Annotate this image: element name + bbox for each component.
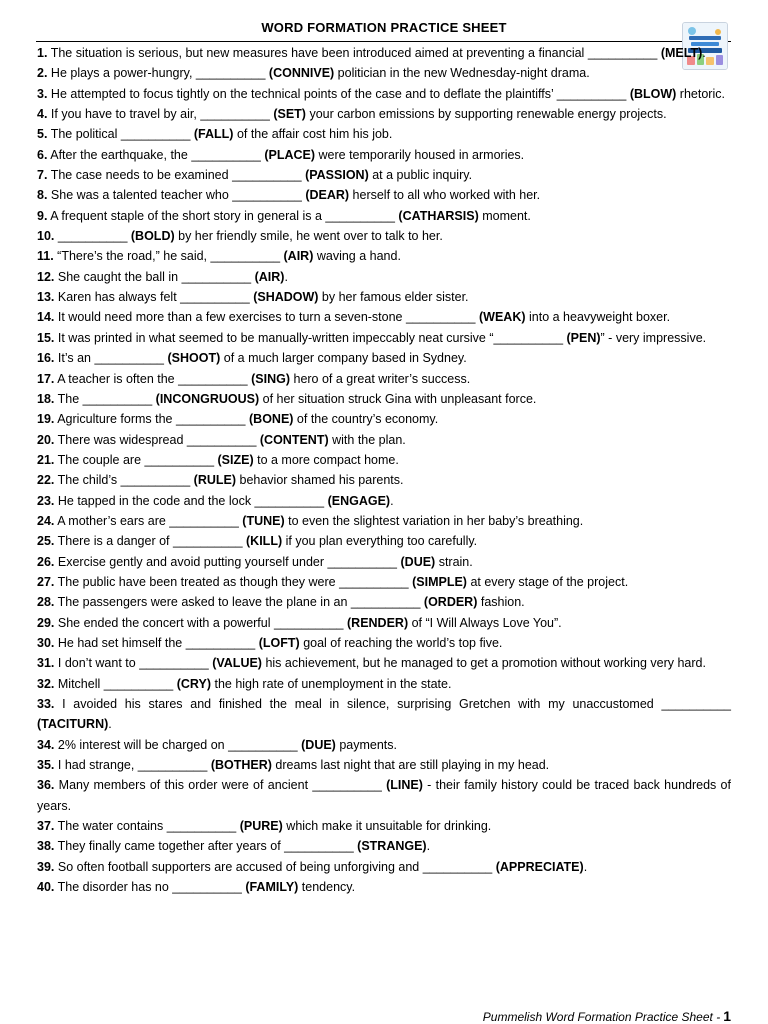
question-text-after: of the country’s economy. [293,412,439,427]
question-text-after: hero of a great writer’s success. [290,371,471,386]
root-word: (DUE) [400,554,436,569]
root-word: (LINE) [386,778,423,793]
root-word: (FALL) [193,127,234,142]
question-text-before: If you have to travel by air, [50,107,201,122]
question-item [37,348,731,368]
answer-blank: __________ [137,758,208,773]
root-word: (RULE) [193,473,237,488]
question-text-after: his achievement, but he managed to get a promotion without working very hard. [261,656,706,671]
answer-blank: __________ [181,269,252,284]
page-title: WORD FORMATION PRACTICE SHEET [261,20,507,35]
question-text-after: to even the slightest variation in her baby’s breathing. [284,513,584,528]
question-text-before: A frequent staple of the short story in general is a [50,208,326,223]
question-item [37,694,731,735]
question-text-after: . [426,839,431,854]
question-text-after: of the affair cost him his job. [233,127,393,142]
question-number: 39. [37,859,55,874]
answer-blank: __________ [312,778,382,793]
question-text-before: After the earthquake, the [50,147,192,162]
question-text-before: It was printed in what seemed to be manually-written impeccably neat cursive “ [57,330,494,345]
question-item [37,104,731,124]
root-word: (PEN) [566,330,601,345]
question-text-after: of a much larger company based in Sydney. [220,351,467,366]
question-text-before: The water contains [57,819,167,834]
root-word: (VALUE) [212,656,262,671]
question-item [37,613,731,633]
answer-blank: __________ [191,147,261,162]
question-number: 35. [37,758,55,773]
question-text-before: Karen has always felt [57,290,181,305]
question-text-after: payments. [335,737,397,752]
question-text-before: He plays a power-hungry, [50,66,196,81]
root-word: (PASSION) [305,168,369,183]
page-footer [483,1008,731,1024]
question-text-before: He attempted to focus tightly on the technical points of the case and to deflate the plaintiffs’ [50,86,557,101]
answer-blank: __________ [186,432,257,447]
question-item [37,43,731,63]
question-item [37,206,731,226]
question-text-before: So often football supporters are accused of being unforgiving and [57,859,423,874]
question-item [37,84,731,104]
root-word: (TACITURN) [37,717,109,732]
question-number: 18. [37,391,55,406]
root-word: (FAMILY) [245,880,299,895]
question-text-after: were temporarily housed in armories. [315,147,525,162]
question-text-before: The [57,391,83,406]
question-item [37,816,731,836]
question-text-before: Exercise gently and avoid putting yourself under [57,554,328,569]
question-item [37,328,731,348]
question-item [37,287,731,307]
question-text-after: . [702,46,706,60]
answer-blank: __________ [178,371,248,386]
question-text-after: at a public inquiry. [368,168,473,183]
title-divider [36,41,731,42]
question-number: 38. [37,839,55,854]
question-item [37,511,731,531]
answer-blank: __________ [139,656,209,671]
question-item [37,491,731,511]
question-number: 11. [37,249,54,264]
question-text-after: strain. [435,554,473,569]
answer-blank: __________ [144,452,215,467]
answer-blank: __________ [120,127,191,142]
question-item [37,653,731,673]
answer-blank: __________ [284,839,354,854]
root-word: (INCONGRUOUS) [155,391,260,406]
root-word: (ORDER) [423,595,478,610]
question-number: 23. [37,493,55,508]
root-word: (BONE) [249,412,294,427]
question-text-before: The child’s [57,473,121,488]
answer-blank: __________ [173,534,243,549]
answer-blank: __________ [166,819,237,834]
question-text-before: I had strange, [57,758,138,773]
question-text-after: dreams last night that are still playing in my head. [271,758,550,773]
root-word: (ENGAGE) [327,493,391,508]
question-text-after: your carbon emissions by supporting renewable energy projects. [305,107,667,122]
question-text-before: “There’s the road,” he said, [57,249,211,264]
question-text-before: He had set himself the [57,635,186,650]
question-number: 36. [37,778,55,793]
question-item [37,775,731,816]
answer-blank: __________ [556,86,627,101]
question-number: 5. [37,127,48,142]
answer-blank: __________ [228,737,298,752]
question-number: 10. [37,229,55,244]
question-text-before: The disorder has no [57,880,173,895]
question-item [37,552,731,572]
root-word: (LOFT) [258,635,300,650]
question-list [37,43,731,897]
question-text-before: The situation is serious, but new measures have been introduced aimed at preventing a financial [50,46,588,60]
question-text-after: . [284,269,288,284]
root-word: (SING) [251,371,291,386]
question-text-after: . [108,717,112,732]
question-item [37,63,731,83]
question-text-before: She ended the concert with a powerful [57,615,274,630]
question-number: 19. [37,412,55,427]
question-number: 34. [37,737,55,752]
question-text-before: It’s an [57,351,95,366]
question-number: 22. [37,473,55,488]
answer-blank: __________ [94,351,165,366]
question-text-after: the high rate of unemployment in the state. [211,676,452,691]
question-item [37,592,731,612]
question-item [37,165,731,185]
question-item [37,755,731,775]
root-word: (APPRECIATE) [495,859,584,874]
answer-blank: __________ [232,168,302,183]
question-text-after: . [583,859,588,874]
root-word: (BOLD) [130,229,175,244]
question-text-before: He tapped in the code and the lock [57,493,255,508]
answer-blank: __________ [422,859,493,874]
question-text-before: They finally came together after years of [57,839,285,854]
question-number: 21. [37,452,55,467]
root-word: (STRANGE) [357,839,427,854]
root-word: (DUE) [301,737,336,752]
question-text-after: waving a hand. [313,249,401,264]
question-text-after: rhetoric. [676,86,725,101]
answer-blank: __________ [493,330,564,345]
question-item [37,307,731,327]
question-item [37,674,731,694]
question-number: 9. [37,208,48,223]
answer-blank: __________ [82,391,153,406]
question-text-after: at every stage of the project. [466,574,629,589]
question-number: 16. [37,351,55,366]
question-text-before: The political [50,127,121,142]
root-word: (SIMPLE) [412,574,467,589]
answer-blank: __________ [587,46,658,60]
page-number: 1 [723,1008,731,1024]
question-text-before: Many members of this order were of ancient [58,778,313,793]
question-item [37,572,731,592]
question-text-after: to a more compact home. [253,452,399,467]
answer-blank: __________ [325,208,395,223]
root-word: (TUNE) [242,513,285,528]
question-text-after: herself to all who worked with her. [349,188,541,203]
question-text-before: Agriculture forms the [57,412,176,427]
question-text-before: The public have been treated as though they were [57,574,340,589]
root-word: (PLACE) [264,147,316,162]
question-text-after: - their family history could be traced back hundreds of years. [37,778,731,813]
question-text-after: into a heavyweight boxer. [525,310,671,325]
root-word: (MELT) [660,46,703,60]
answer-blank: __________ [103,676,174,691]
question-text-before: The couple are [57,452,145,467]
question-item [37,836,731,856]
question-number: 1. [37,46,48,60]
root-word: (CONTENT) [259,432,329,447]
question-number: 24. [37,513,55,528]
question-number: 37. [37,819,55,834]
question-number: 14. [37,310,55,325]
question-number: 27. [37,574,55,589]
question-item [37,246,731,266]
question-number: 20. [37,432,55,447]
root-word: (CRY) [176,676,211,691]
root-word: (CONNIVE) [268,66,335,81]
footer-text: Pummelish Word Formation Practice Sheet - [482,1010,721,1024]
question-text-before: She was a talented teacher who [50,188,233,203]
question-text-after: moment. [478,208,531,223]
answer-blank: __________ [172,880,242,895]
question-text-after: if you plan everything too carefully. [282,534,478,549]
answer-blank: __________ [200,107,270,122]
answer-blank: __________ [405,310,476,325]
question-text-after: with the plan. [328,432,406,447]
answer-blank: __________ [57,229,128,244]
question-text-after: tendency. [298,880,356,895]
question-item [37,430,731,450]
question-text-before: It would need more than a few exercises to turn a seven-stone [57,310,406,325]
answer-blank: __________ [180,290,250,305]
question-number: 12. [37,269,55,284]
question-text-before: Mitchell [57,676,104,691]
question-number: 2. [37,66,48,81]
root-word: (AIR) [283,249,314,264]
answer-blank: __________ [175,412,246,427]
question-number: 29. [37,615,55,630]
answer-blank: __________ [254,493,325,508]
root-word: (AIR) [254,269,285,284]
question-text-after: by her friendly smile, he went over to talk to her. [174,229,443,244]
question-number: 13. [37,290,55,305]
question-number: 32. [37,676,55,691]
question-text-after: which make it unsuitable for drinking. [282,819,492,834]
answer-blank: __________ [339,574,409,589]
answer-blank: __________ [327,554,398,569]
question-number: 30. [37,635,55,650]
question-text-after: goal of reaching the world’s top five. [299,635,503,650]
question-number: 3. [37,86,48,101]
question-text-after: politician in the new Wednesday-night drama. [334,66,590,81]
answer-blank: __________ [185,635,256,650]
question-item [37,450,731,470]
question-number: 7. [37,168,48,183]
root-word: (CATHARSIS) [398,208,479,223]
root-word: (DEAR) [305,188,350,203]
answer-blank: __________ [350,595,421,610]
question-text-after: by her famous elder sister. [318,290,469,305]
root-word: (SHADOW) [253,290,319,305]
question-number: 25. [37,534,55,549]
question-item [37,470,731,490]
question-number: 17. [37,371,55,386]
question-item [37,369,731,389]
question-text-before: A teacher is often the [57,371,179,386]
question-item [37,877,731,897]
question-text-after: . [390,493,394,508]
answer-blank: __________ [232,188,302,203]
root-word: (BLOW) [629,86,677,101]
root-word: (BOTHER) [210,758,272,773]
answer-blank: __________ [169,513,239,528]
question-item [37,857,731,877]
question-text-before: There was widespread [57,432,187,447]
question-number: 8. [37,188,48,203]
question-number: 31. [37,656,55,671]
question-number: 6. [37,147,48,162]
question-item [37,735,731,755]
root-word: (SET) [273,107,306,122]
question-text-before: 2% interest will be charged on [57,737,229,752]
root-word: (KILL) [246,534,283,549]
question-item [37,531,731,551]
question-text-before: The case needs to be examined [50,168,233,183]
question-text-before: I avoided his stares and finished the meal in silence, surprising Gretchen with my unaccustomed [62,697,662,711]
root-word: (SHOOT) [167,351,221,366]
question-number: 26. [37,554,55,569]
question-item [37,409,731,429]
question-item [37,145,731,165]
question-text-after: fashion. [477,595,525,610]
answer-blank: __________ [120,473,191,488]
question-text-before: The passengers were asked to leave the plane in an [57,595,351,610]
answer-blank: __________ [195,66,266,81]
root-word: (WEAK) [479,310,526,325]
root-word: (PURE) [239,819,283,834]
answer-blank: __________ [210,249,281,264]
root-word: (SIZE) [217,452,254,467]
answer-blank: __________ [273,615,344,630]
root-word: (RENDER) [347,615,409,630]
question-number: 28. [37,595,55,610]
question-number: 33. [37,697,55,711]
question-text-after: behavior shamed his parents. [236,473,404,488]
answer-blank: __________ [661,697,731,711]
question-item [37,226,731,246]
question-item [37,185,731,205]
question-text-before: She caught the ball in [57,269,182,284]
question-text-before: I don’t want to [57,656,140,671]
question-item [37,267,731,287]
question-number: 15. [37,330,55,345]
question-number: 40. [37,880,55,895]
question-text-before: A mother’s ears are [57,513,170,528]
question-number: 4. [37,107,48,122]
question-item [37,124,731,144]
question-text-after: ” - very impressive. [600,330,707,345]
question-item [37,633,731,653]
question-text-after: of “I Will Always Love You”. [408,615,562,630]
question-item [37,389,731,409]
question-text-after: of her situation struck Gina with unpleasant force. [259,391,537,406]
question-text-before: There is a danger of [57,534,173,549]
